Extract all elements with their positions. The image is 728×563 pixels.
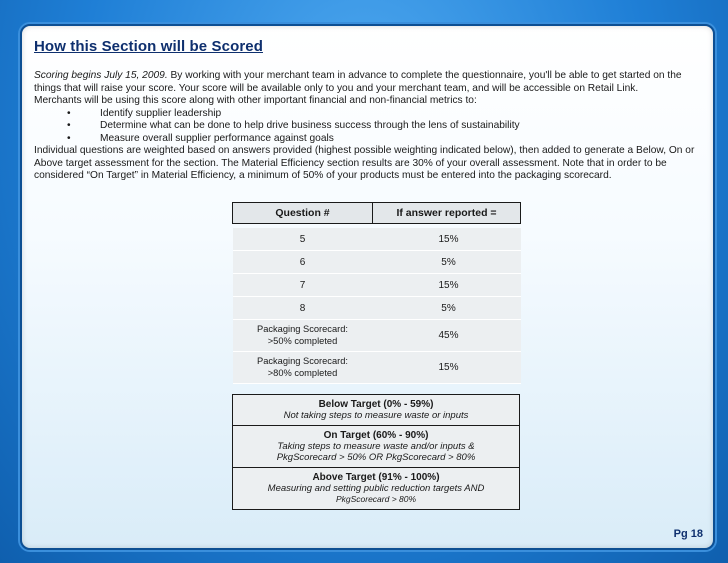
bullet-list (34, 108, 704, 146)
question-cell: 8 (233, 297, 373, 320)
section-body (34, 70, 704, 183)
list-item (34, 120, 704, 133)
level-above-target (233, 468, 519, 509)
weight-cell: 5% (373, 251, 521, 274)
question-line-2: >80% completed (267, 367, 338, 378)
table-header-row (233, 203, 521, 224)
table-row (233, 352, 521, 384)
table-row (233, 228, 521, 251)
bullet-icon: • (67, 107, 71, 119)
question-cell (233, 320, 373, 352)
column-header-question: Question # (233, 203, 373, 224)
section-title: How this Section will be Scored (34, 38, 263, 55)
level-description-2: PkgScorecard > 50% OR PkgScorecard > 80% (276, 452, 476, 463)
list-item-text: Measure overall supplier performance against goals (100, 132, 334, 144)
question-cell (233, 352, 373, 384)
question-line-2: >50% completed (267, 335, 338, 346)
level-below-target (233, 395, 519, 426)
level-description: Measuring and setting public reduction targets AND (267, 482, 485, 494)
list-item-text: Determine what can be done to help drive business success through the lens of sustainability (100, 120, 520, 131)
level-heading: On Target (60% - 90%) (323, 429, 429, 441)
page-number: Pg 18 (673, 528, 703, 540)
column-header-answer: If answer reported = (373, 203, 521, 224)
level-description: Taking steps to measure waste and/or inputs & (277, 440, 475, 452)
level-on-target (233, 426, 519, 468)
weight-cell: 45% (373, 320, 521, 352)
table-row (233, 251, 521, 274)
level-heading: Below Target (0% - 59%) (318, 399, 434, 410)
table-row (233, 320, 521, 352)
weight-cell: 5% (373, 297, 521, 320)
question-cell: 5 (233, 228, 373, 251)
weight-cell: 15% (373, 228, 521, 251)
level-description-2: PkgScorecard > 80% (335, 494, 417, 504)
list-item (34, 133, 704, 146)
intro-paragraph (34, 70, 704, 95)
weights-table (232, 202, 521, 384)
closing-paragraph: Individual questions are weighted based on answers provided (highest possible weighting indicated below), then added to generate a Below, On or Above target assessment for the section. The Material Efficiency section results are 30% of your overall assessment. Note that in order to be considered “On Target” in Material Efficiency, a minimum of 50% of your products must be entered into the packaging scorecard. (34, 145, 695, 181)
target-levels-box (232, 394, 520, 510)
question-line-1: Packaging Scorecard: (257, 356, 348, 366)
content-panel (20, 24, 715, 550)
table-row (233, 274, 521, 297)
intro-text-2: Merchants will be using this score along with other important financial and non-financial metrics to: (34, 95, 477, 106)
level-heading: Above Target (91% - 100%) (312, 471, 440, 483)
intro-italic-lead: Scoring begins July 15, 2009. (34, 70, 168, 81)
intro-text: By working with your merchant team in advance to complete the questionnaire, you'll be able to get started on the things that will raise your score. Your score will be available only to you and your merchant team, and will be accessible on Retail Link. (34, 70, 682, 94)
question-cell: 7 (233, 274, 373, 297)
weight-cell: 15% (373, 274, 521, 297)
list-item-text: Identify supplier leadership (100, 107, 222, 119)
table-row (233, 297, 521, 320)
question-cell: 6 (233, 251, 373, 274)
list-item (34, 108, 704, 121)
level-description: Not taking steps to measure waste or inputs (283, 410, 469, 421)
bullet-icon: • (67, 132, 71, 144)
bullet-icon: • (67, 120, 71, 131)
weight-cell: 15% (373, 352, 521, 384)
question-line-1: Packaging Scorecard: (257, 324, 348, 334)
